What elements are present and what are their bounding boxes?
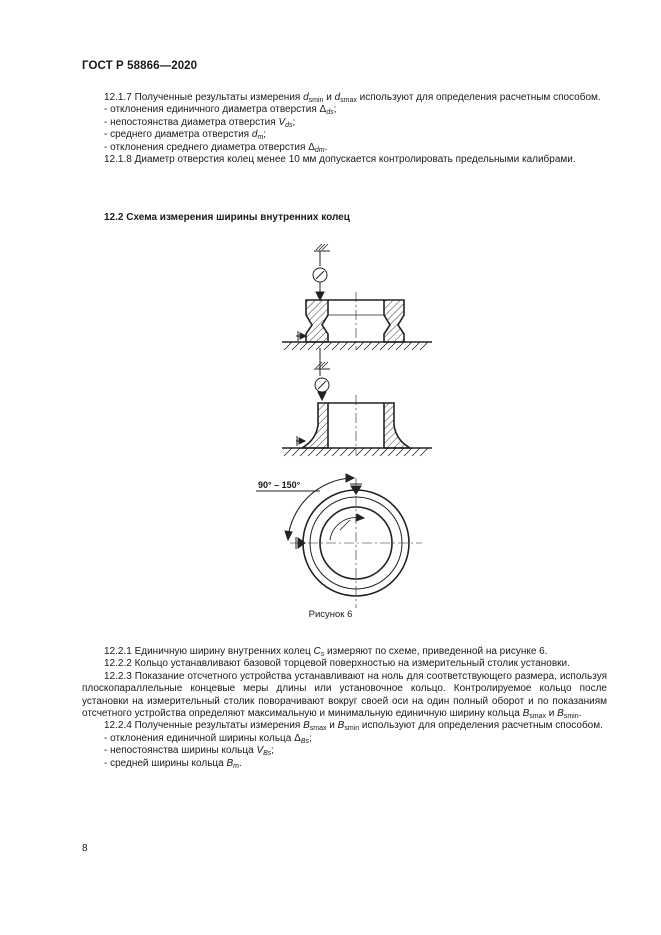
top-setup (282, 244, 432, 350)
paragraph-12-1-8: 12.1.8 Диаметр отверстия колец менее 10 мм допускается контролировать предельными калибрами. (104, 154, 576, 166)
section-title: 12.2 Схема измерения ширины внутренних колец (104, 212, 350, 223)
standard-header: ГОСТ Р 58866—2020 (82, 60, 198, 72)
dial-gauge-icon (313, 268, 327, 282)
list-item: - отклонения единичной ширины кольца $\Delta_{Bs}$; (104, 732, 312, 745)
middle-setup (282, 348, 432, 456)
paragraph-12-2-3: 12.2.3 Показание отсчетного устройства устанавливают на ноль для соответствующего размера, используя плоскопараллельные концевые меры длины или установочное кольцо. Контролируемое кольцо после установки на измерительный столик поворачивают вокруг своей оси на один полный оборот и по показаниям отсчетного устройства определяют максимальную и минимальную единичную ширину кольца $B_{smax}$ и $B_{smin}$. (82, 670, 607, 721)
dial-gauge-icon (315, 378, 329, 392)
list-item: - среднего диаметра отверстия $d_m$; (104, 129, 267, 142)
list-item: - непостоянства ширины кольца $V_{Bs}$; (104, 745, 275, 758)
paragraph-12-1-7: 12.1.7 Полученные результаты измерения $d_{smin}$ и $d_{smax}$ используют для определения расчетным способом. (104, 92, 601, 104)
text-block-1 (82, 92, 607, 166)
text-block-2 (82, 646, 607, 770)
plan-view (256, 474, 422, 608)
list-item: - отклонения среднего диаметра отверстия $\Delta_{dm}$. (104, 141, 328, 154)
list-item: - отклонения единичного диаметра отверстия $\Delta_{ds}$; (104, 104, 337, 117)
figure-caption: Рисунок 6 (308, 609, 353, 620)
list-item: - непостоянства диаметра отверстия $V_{ds}$; (104, 116, 296, 129)
paragraph-12-2-2: 12.2.2 Кольцо устанавливают базовой торцевой поверхностью на измерительный столик установки. (104, 658, 570, 670)
paragraph-12-2-4: 12.2.4 Полученные результаты измерения $B_{smax}$ и $B_{smin}$ используют для определения расчетным способом. (104, 720, 603, 733)
paragraph-12-2-1: 12.2.1 Единичную ширину внутренних колец $C_s$ измеряют по схеме, приведенной на рисунке 6. (104, 646, 548, 658)
list-item: - средней ширины кольца $B_m$. (104, 757, 242, 770)
page-number: 8 (82, 843, 88, 854)
angle-label: 90° – 150° (258, 480, 301, 490)
